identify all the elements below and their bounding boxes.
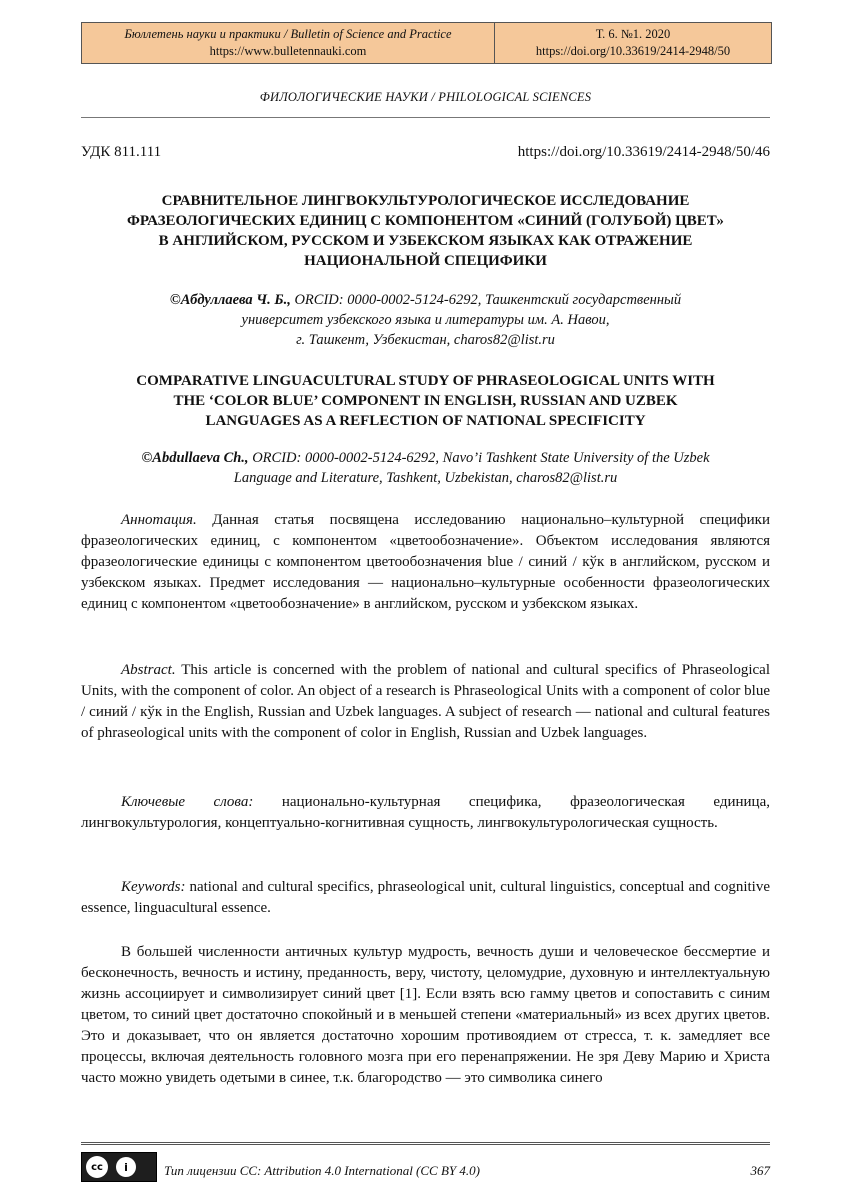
title-en — [81, 371, 770, 431]
title-en-line: LANGUAGES AS A REFLECTION OF NATIONAL SPECIFICITY — [205, 413, 646, 429]
keywords-en-paragraph — [81, 877, 770, 919]
author-ru-location: г. Ташкент, Узбекистан, charos82@list.ru — [296, 332, 555, 348]
udk-code: УДК 811.111 — [81, 144, 162, 160]
title-ru-line: В АНГЛИЙСКОМ, РУССКОМ И УЗБЕКСКОМ ЯЗЫКАХ КАК ОТРАЖЕНИЕ — [158, 233, 693, 249]
page-number: 367 — [750, 1163, 770, 1178]
journal-header — [81, 22, 772, 64]
author-en-affiliation: Language and Literature, Tashkent, Uzbekistan, charos82@list.ru — [233, 470, 618, 486]
abstract-label: Abstract. — [121, 662, 176, 678]
title-en-line: COMPARATIVE LINGUACULTURAL STUDY OF PHRASEOLOGICAL UNITS WITH — [136, 373, 715, 389]
title-ru-line: ФРАЗЕОЛОГИЧЕСКИХ ЕДИНИЦ С КОМПОНЕНТОМ «СИНИЙ (ГОЛУБОЙ) ЦВЕТ» — [127, 213, 724, 229]
author-ru-affiliation: ORCID: 0000-0002-5124-6292, Ташкентский государственный — [294, 292, 682, 308]
body-paragraph: В большей численности античных культур мудрость, вечность души и человеческое бессмертие и бесконечность, вечность и истину, преданность, веру, чистоту, целомудрие, духовную и интеллектуальную жизнь ассоциирует и символизирует синий цвет [1]. Если взять всю гамму цветов и сопоставить с синим цветом, то синий цвет достаточно спокойный и в меньшей степени «материальный» из всех других цветов. Это и доказывает, что он является достаточно хорошим противоядием от стресса, т. к. замедляет все процессы, включая деятельность головного мозга при его перенапряжении. Не зря Деву Марию и Христа часто можно увидеть одетыми в синее, т.к. благородство — это символика синего — [81, 944, 770, 1086]
author-en-affiliation: ORCID: 0000-0002-5124-6292, Navo’i Tashkent State University of the Uzbek — [252, 450, 710, 466]
issue-doi[interactable]: https://doi.org/10.33619/2414-2948/50 — [535, 44, 731, 58]
annotation-label: Аннотация. — [121, 512, 197, 528]
footer-divider — [81, 1142, 770, 1145]
section-heading: ФИЛОЛОГИЧЕСКИЕ НАУКИ / PHILOLOGICAL SCIENCES — [259, 90, 592, 104]
by-attribution-icon: i — [116, 1157, 136, 1177]
abstract-paragraph — [81, 660, 770, 744]
keywords-ru-text: национально-культурная специфика, фразеологическая единица, лингвокультурология, концептуально-когнитивная сущность, лингвокультурологическая сущность. — [81, 794, 770, 831]
section-divider — [81, 117, 770, 118]
author-ru-affiliation: университет узбекского языка и литературы им. А. Навои, — [241, 312, 610, 328]
keywords-en-text: national and cultural specifics, phraseological unit, cultural linguistics, conceptual and cognitive essence, linguacultural essence. — [81, 879, 770, 916]
title-ru-line: НАЦИОНАЛЬНОЙ СПЕЦИФИКИ — [304, 253, 547, 269]
title-en-line: THE ‘COLOR BLUE’ COMPONENT IN ENGLISH, RUSSIAN AND UZBEK — [173, 393, 678, 409]
journal-url[interactable]: https://www.bulletennauki.com — [209, 44, 367, 58]
annotation-text: Данная статья посвящена исследованию национально–культурной специфики фразеологических единиц, с компонентом «цветообозначение». Объектом исследования являются фразеологические единицы с компонентом цветообозначения blue / синий / кўк в английском, русском и узбекском языках. Предмет исследования — национально–культурные особенности фразеологических единиц с компонентом «цветообозначение» в английском, русском и узбекском языках. — [81, 512, 770, 612]
udk-row — [81, 144, 770, 161]
keywords-en-label: Keywords: — [121, 879, 186, 895]
annotation-paragraph — [81, 510, 770, 615]
keywords-ru-paragraph — [81, 792, 770, 834]
abstract-text: This article is concerned with the problem of national and cultural specifics of Phraseological Units, with the component of color. An object of a research is Phraseological Units with a component of color blue / синий / кўк in the English, Russian and Uzbek languages. A subject of research — national and cultural features of phraseological units with the component of color in English, Russian and Uzbek languages. — [81, 662, 770, 741]
author-ru — [81, 290, 770, 350]
journal-info — [82, 23, 495, 63]
issue-info — [495, 23, 771, 63]
journal-name: Бюллетень науки и практики / Bulletin of Science and Practice — [124, 27, 452, 41]
cc-license-logo — [81, 1152, 157, 1182]
author-ru-line-1 — [81, 290, 770, 310]
title-ru — [81, 191, 770, 271]
cc-icon: cc — [86, 1156, 108, 1178]
issue-volume: Т. 6. №1. 2020 — [595, 27, 671, 41]
author-en-name: ©Abdullaeva Ch., — [141, 450, 249, 466]
article-doi[interactable]: https://doi.org/10.33619/2414-2948/50/46 — [517, 144, 770, 160]
keywords-ru-label: Ключевые слова: — [121, 794, 254, 810]
title-ru-line: СРАВНИТЕЛЬНОЕ ЛИНГВОКУЛЬТУРОЛОГИЧЕСКОЕ ИССЛЕДОВАНИЕ — [161, 193, 690, 209]
author-ru-name: ©Абдуллаева Ч. Б., — [169, 292, 291, 308]
author-en-line-1 — [81, 448, 770, 468]
author-en — [81, 448, 770, 488]
license-text: Тип лицензии CC: Attribution 4.0 International (CC BY 4.0) — [164, 1163, 480, 1178]
